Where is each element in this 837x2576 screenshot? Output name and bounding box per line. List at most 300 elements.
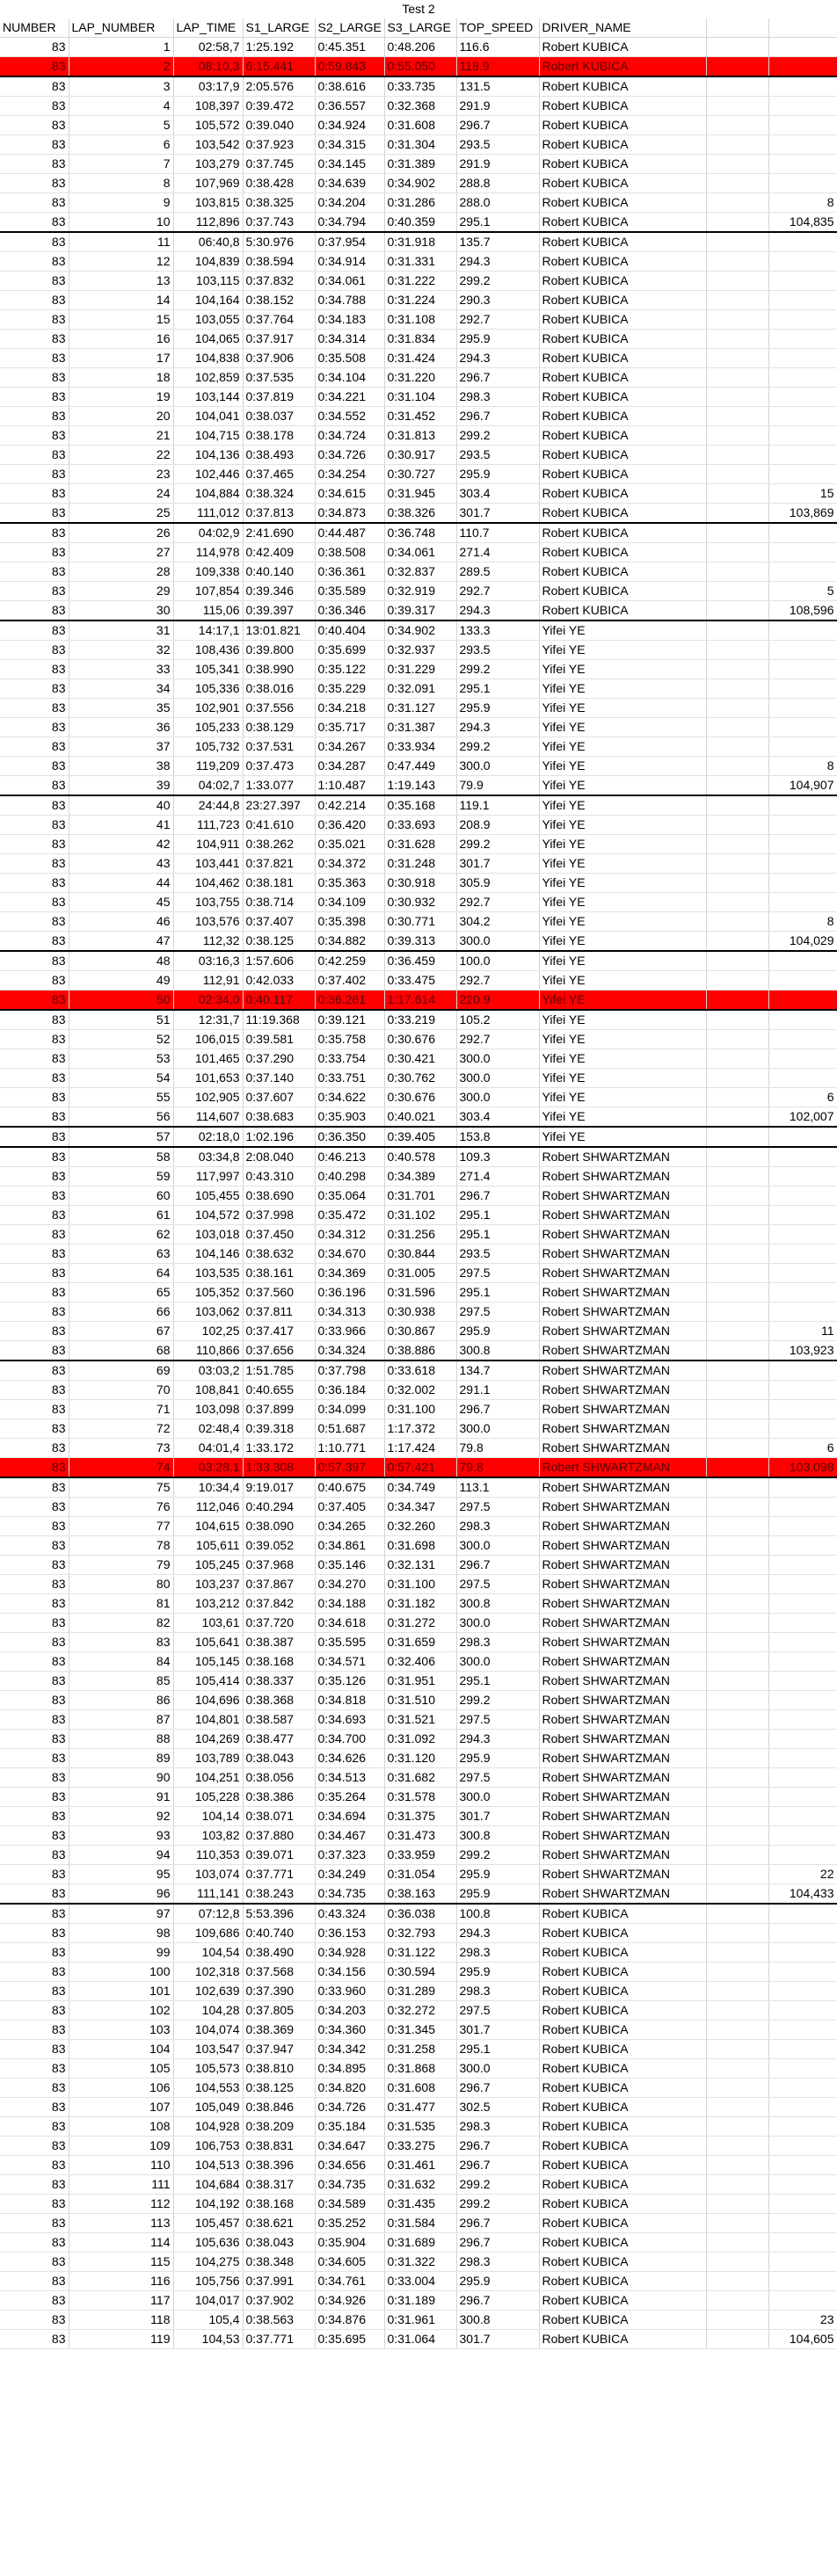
cell-extra-2[interactable]	[768, 990, 837, 1011]
cell-top-speed[interactable]: 293.5	[456, 135, 539, 155]
cell-top-speed[interactable]: 298.3	[456, 1517, 539, 1536]
cell-driver-name[interactable]: Robert KUBICA	[539, 2079, 706, 2098]
cell-s2-large[interactable]: 0:34.876	[315, 2311, 384, 2330]
cell-s3-large[interactable]: 1:19.143	[384, 776, 456, 796]
cell-s2-large[interactable]: 0:33.960	[315, 1982, 384, 2001]
cell-s3-large[interactable]: 0:31.289	[384, 1982, 456, 2001]
cell-s2-large[interactable]: 1:10.487	[315, 776, 384, 796]
cell-driver-name[interactable]: Yifei YE	[539, 951, 706, 971]
cell-s2-large[interactable]: 0:35.758	[315, 1030, 384, 1049]
cell-number[interactable]: 83	[0, 835, 69, 854]
cell-top-speed[interactable]: 299.2	[456, 1846, 539, 1865]
cell-lap-number[interactable]: 113	[69, 2214, 173, 2233]
cell-driver-name[interactable]: Yifei YE	[539, 1030, 706, 1049]
cell-extra-1[interactable]	[706, 426, 768, 446]
cell-driver-name[interactable]: Robert KUBICA	[539, 407, 706, 426]
cell-s2-large[interactable]: 0:34.267	[315, 737, 384, 757]
cell-number[interactable]: 83	[0, 1361, 69, 1381]
cell-s2-large[interactable]: 0:40.675	[315, 1477, 384, 1498]
cell-s3-large[interactable]: 0:31.256	[384, 1225, 456, 1244]
cell-lap-time[interactable]: 104,136	[173, 446, 243, 465]
cell-extra-2[interactable]	[768, 1303, 837, 1322]
cell-extra-2[interactable]	[768, 1127, 837, 1147]
cell-top-speed[interactable]: 298.3	[456, 1633, 539, 1652]
cell-extra-1[interactable]	[706, 2021, 768, 2040]
cell-driver-name[interactable]: Robert KUBICA	[539, 193, 706, 213]
cell-s3-large[interactable]: 0:33.693	[384, 816, 456, 835]
cell-extra-2[interactable]: 22	[768, 1865, 837, 1884]
cell-lap-time[interactable]: 103,61	[173, 1614, 243, 1633]
cell-lap-time[interactable]: 104,146	[173, 1244, 243, 1264]
cell-s2-large[interactable]: 0:34.700	[315, 1730, 384, 1749]
cell-extra-1[interactable]	[706, 2214, 768, 2233]
cell-extra-2[interactable]	[768, 2214, 837, 2233]
cell-lap-time[interactable]: 04:02,7	[173, 776, 243, 796]
cell-lap-time[interactable]: 104,017	[173, 2291, 243, 2311]
cell-extra-1[interactable]	[706, 446, 768, 465]
cell-extra-1[interactable]	[706, 1904, 768, 1924]
cell-s3-large[interactable]: 0:31.868	[384, 2059, 456, 2079]
cell-extra-1[interactable]	[706, 2040, 768, 2059]
cell-extra-2[interactable]	[768, 2175, 837, 2195]
cell-top-speed[interactable]: 299.2	[456, 426, 539, 446]
cell-s2-large[interactable]: 0:34.820	[315, 2079, 384, 2098]
cell-lap-number[interactable]: 48	[69, 951, 173, 971]
cell-driver-name[interactable]: Robert KUBICA	[539, 1924, 706, 1943]
cell-number[interactable]: 83	[0, 291, 69, 310]
cell-s3-large[interactable]: 0:32.406	[384, 1652, 456, 1672]
cell-s2-large[interactable]: 0:34.928	[315, 1943, 384, 1963]
cell-top-speed[interactable]: 208.9	[456, 816, 539, 835]
cell-s3-large[interactable]: 0:55.050	[384, 57, 456, 77]
cell-s2-large[interactable]: 0:37.798	[315, 1361, 384, 1381]
cell-extra-1[interactable]	[706, 465, 768, 484]
cell-lap-number[interactable]: 65	[69, 1283, 173, 1303]
cell-number[interactable]: 83	[0, 272, 69, 291]
cell-lap-number[interactable]: 116	[69, 2272, 173, 2291]
cell-lap-number[interactable]: 111	[69, 2175, 173, 2195]
cell-top-speed[interactable]: 294.3	[456, 601, 539, 621]
cell-driver-name[interactable]: Robert KUBICA	[539, 2214, 706, 2233]
cell-lap-number[interactable]: 107	[69, 2098, 173, 2117]
cell-driver-name[interactable]: Robert KUBICA	[539, 426, 706, 446]
cell-s1-large[interactable]: 0:39.040	[243, 116, 315, 135]
cell-lap-number[interactable]: 97	[69, 1904, 173, 1924]
cell-number[interactable]: 83	[0, 1730, 69, 1749]
cell-extra-1[interactable]	[706, 2098, 768, 2117]
cell-s3-large[interactable]: 0:31.092	[384, 1730, 456, 1749]
cell-extra-1[interactable]	[706, 1244, 768, 1264]
cell-s1-large[interactable]: 0:38.043	[243, 2233, 315, 2253]
cell-s2-large[interactable]: 0:37.405	[315, 1498, 384, 1517]
cell-extra-2[interactable]	[768, 330, 837, 349]
cell-extra-2[interactable]	[768, 1477, 837, 1498]
cell-s3-large[interactable]: 0:31.220	[384, 368, 456, 388]
cell-lap-number[interactable]: 78	[69, 1536, 173, 1556]
cell-lap-time[interactable]: 14:17,1	[173, 620, 243, 641]
cell-extra-1[interactable]	[706, 912, 768, 932]
cell-lap-number[interactable]: 101	[69, 1982, 173, 2001]
cell-top-speed[interactable]: 300.8	[456, 1594, 539, 1614]
cell-lap-time[interactable]: 08:10,3	[173, 57, 243, 77]
cell-s1-large[interactable]: 23:27.397	[243, 795, 315, 816]
cell-s1-large[interactable]: 0:38.016	[243, 679, 315, 699]
cell-extra-1[interactable]	[706, 272, 768, 291]
cell-lap-time[interactable]: 102,446	[173, 465, 243, 484]
cell-driver-name[interactable]: Robert KUBICA	[539, 291, 706, 310]
cell-lap-number[interactable]: 42	[69, 835, 173, 854]
cell-s2-large[interactable]: 0:44.487	[315, 523, 384, 543]
cell-driver-name[interactable]: Robert SHWARTZMAN	[539, 1498, 706, 1517]
cell-extra-2[interactable]	[768, 2021, 837, 2040]
cell-top-speed[interactable]: 119.1	[456, 795, 539, 816]
cell-extra-2[interactable]	[768, 76, 837, 97]
cell-s3-large[interactable]: 0:31.229	[384, 660, 456, 679]
cell-s1-large[interactable]: 0:37.880	[243, 1826, 315, 1846]
cell-extra-2[interactable]	[768, 446, 837, 465]
cell-top-speed[interactable]: 153.8	[456, 1127, 539, 1147]
cell-driver-name[interactable]: Robert SHWARTZMAN	[539, 1788, 706, 1807]
cell-extra-1[interactable]	[706, 1498, 768, 1517]
cell-lap-time[interactable]: 104,041	[173, 407, 243, 426]
cell-top-speed[interactable]: 105.2	[456, 1010, 539, 1030]
cell-s2-large[interactable]: 0:35.398	[315, 912, 384, 932]
cell-extra-1[interactable]	[706, 543, 768, 562]
cell-top-speed[interactable]: 296.7	[456, 2214, 539, 2233]
cell-s1-large[interactable]: 0:37.902	[243, 2291, 315, 2311]
cell-extra-1[interactable]	[706, 1400, 768, 1419]
cell-driver-name[interactable]: Robert KUBICA	[539, 2253, 706, 2272]
cell-extra-2[interactable]	[768, 893, 837, 912]
cell-number[interactable]: 83	[0, 349, 69, 368]
cell-lap-number[interactable]: 66	[69, 1303, 173, 1322]
cell-number[interactable]: 83	[0, 135, 69, 155]
cell-lap-time[interactable]: 103,074	[173, 1865, 243, 1884]
cell-extra-2[interactable]	[768, 310, 837, 330]
cell-driver-name[interactable]: Robert KUBICA	[539, 1963, 706, 1982]
cell-driver-name[interactable]: Robert KUBICA	[539, 543, 706, 562]
cell-s3-large[interactable]: 0:31.473	[384, 1826, 456, 1846]
cell-s3-large[interactable]: 0:38.886	[384, 1341, 456, 1361]
cell-number[interactable]: 83	[0, 1924, 69, 1943]
cell-s3-large[interactable]: 0:31.510	[384, 1691, 456, 1710]
cell-extra-2[interactable]	[768, 2291, 837, 2311]
cell-lap-number[interactable]: 90	[69, 1768, 173, 1788]
cell-lap-number[interactable]: 73	[69, 1439, 173, 1458]
cell-lap-number[interactable]: 64	[69, 1264, 173, 1283]
cell-lap-number[interactable]: 44	[69, 874, 173, 893]
cell-extra-2[interactable]	[768, 174, 837, 193]
cell-driver-name[interactable]: Robert SHWARTZMAN	[539, 1283, 706, 1303]
cell-s3-large[interactable]: 0:31.424	[384, 349, 456, 368]
cell-s2-large[interactable]: 0:34.589	[315, 2195, 384, 2214]
cell-extra-1[interactable]	[706, 1010, 768, 1030]
cell-lap-number[interactable]: 3	[69, 76, 173, 97]
cell-top-speed[interactable]: 304.2	[456, 912, 539, 932]
cell-driver-name[interactable]: Robert KUBICA	[539, 232, 706, 252]
cell-s1-large[interactable]: 6:15.441	[243, 57, 315, 77]
cell-s2-large[interactable]: 0:36.196	[315, 1283, 384, 1303]
cell-number[interactable]: 83	[0, 1381, 69, 1400]
cell-s2-large[interactable]: 0:35.595	[315, 1633, 384, 1652]
cell-lap-time[interactable]: 107,854	[173, 582, 243, 601]
cell-lap-number[interactable]: 102	[69, 2001, 173, 2021]
cell-top-speed[interactable]: 299.2	[456, 272, 539, 291]
cell-lap-time[interactable]: 105,611	[173, 1536, 243, 1556]
cell-lap-number[interactable]: 11	[69, 232, 173, 252]
cell-driver-name[interactable]: Robert KUBICA	[539, 2137, 706, 2156]
cell-s3-large[interactable]: 0:31.331	[384, 252, 456, 272]
cell-lap-time[interactable]: 02:18,0	[173, 1127, 243, 1147]
cell-lap-number[interactable]: 46	[69, 912, 173, 932]
cell-lap-time[interactable]: 114,978	[173, 543, 243, 562]
cell-extra-1[interactable]	[706, 1361, 768, 1381]
cell-lap-time[interactable]: 103,055	[173, 310, 243, 330]
cell-number[interactable]: 83	[0, 252, 69, 272]
header-number[interactable]: NUMBER	[0, 18, 69, 38]
cell-lap-time[interactable]: 108,397	[173, 97, 243, 116]
cell-number[interactable]: 83	[0, 2330, 69, 2349]
cell-driver-name[interactable]: Robert KUBICA	[539, 310, 706, 330]
cell-driver-name[interactable]: Robert SHWARTZMAN	[539, 1361, 706, 1381]
cell-s2-large[interactable]: 0:34.342	[315, 2040, 384, 2059]
cell-s3-large[interactable]: 0:40.359	[384, 213, 456, 233]
cell-top-speed[interactable]: 300.0	[456, 1536, 539, 1556]
cell-s1-large[interactable]: 0:37.923	[243, 135, 315, 155]
cell-extra-1[interactable]	[706, 38, 768, 57]
cell-lap-number[interactable]: 22	[69, 446, 173, 465]
cell-top-speed[interactable]: 299.2	[456, 2195, 539, 2214]
cell-number[interactable]: 83	[0, 543, 69, 562]
cell-lap-time[interactable]: 105,636	[173, 2233, 243, 2253]
cell-extra-1[interactable]	[706, 1749, 768, 1768]
cell-lap-time[interactable]: 102,639	[173, 1982, 243, 2001]
cell-s2-large[interactable]: 0:35.229	[315, 679, 384, 699]
cell-number[interactable]: 83	[0, 679, 69, 699]
cell-number[interactable]: 83	[0, 232, 69, 252]
cell-driver-name[interactable]: Robert KUBICA	[539, 504, 706, 524]
cell-s2-large[interactable]: 0:34.735	[315, 2175, 384, 2195]
cell-extra-2[interactable]	[768, 1283, 837, 1303]
cell-s2-large[interactable]: 0:35.717	[315, 718, 384, 737]
cell-lap-time[interactable]: 105,228	[173, 1788, 243, 1807]
cell-number[interactable]: 83	[0, 1088, 69, 1107]
cell-s1-large[interactable]: 0:40.294	[243, 1498, 315, 1517]
header-s2-large[interactable]: S2_LARGE	[315, 18, 384, 38]
cell-driver-name[interactable]: Robert SHWARTZMAN	[539, 1672, 706, 1691]
cell-s1-large[interactable]: 0:38.490	[243, 1943, 315, 1963]
cell-s1-large[interactable]: 11:19.368	[243, 1010, 315, 1030]
cell-lap-time[interactable]: 105,573	[173, 2059, 243, 2079]
cell-s3-large[interactable]: 0:31.435	[384, 2195, 456, 2214]
cell-number[interactable]: 83	[0, 2253, 69, 2272]
cell-s2-large[interactable]: 0:36.557	[315, 97, 384, 116]
cell-extra-1[interactable]	[706, 1341, 768, 1361]
cell-s3-large[interactable]: 0:31.461	[384, 2156, 456, 2175]
cell-extra-2[interactable]	[768, 1167, 837, 1186]
cell-lap-time[interactable]: 103,144	[173, 388, 243, 407]
cell-lap-number[interactable]: 63	[69, 1244, 173, 1264]
cell-lap-number[interactable]: 25	[69, 504, 173, 524]
cell-extra-1[interactable]	[706, 368, 768, 388]
cell-lap-time[interactable]: 106,753	[173, 2137, 243, 2156]
cell-s2-large[interactable]: 0:33.966	[315, 1322, 384, 1341]
cell-lap-number[interactable]: 88	[69, 1730, 173, 1749]
cell-lap-number[interactable]: 84	[69, 1652, 173, 1672]
cell-s2-large[interactable]: 0:36.184	[315, 1381, 384, 1400]
cell-top-speed[interactable]: 303.4	[456, 1107, 539, 1128]
cell-driver-name[interactable]: Robert KUBICA	[539, 562, 706, 582]
cell-top-speed[interactable]: 297.5	[456, 2001, 539, 2021]
cell-top-speed[interactable]: 297.5	[456, 1264, 539, 1283]
cell-lap-number[interactable]: 59	[69, 1167, 173, 1186]
cell-lap-number[interactable]: 41	[69, 816, 173, 835]
cell-lap-time[interactable]: 105,732	[173, 737, 243, 757]
cell-s2-large[interactable]: 0:36.261	[315, 990, 384, 1011]
cell-lap-time[interactable]: 103,542	[173, 135, 243, 155]
cell-s2-large[interactable]: 0:34.618	[315, 1614, 384, 1633]
cell-top-speed[interactable]: 79.9	[456, 776, 539, 796]
cell-s3-large[interactable]: 0:32.091	[384, 679, 456, 699]
cell-lap-number[interactable]: 27	[69, 543, 173, 562]
cell-number[interactable]: 83	[0, 699, 69, 718]
cell-driver-name[interactable]: Yifei YE	[539, 1107, 706, 1128]
cell-s2-large[interactable]: 0:34.571	[315, 1652, 384, 1672]
cell-s2-large[interactable]: 0:34.312	[315, 1225, 384, 1244]
cell-lap-number[interactable]: 74	[69, 1458, 173, 1478]
cell-extra-2[interactable]	[768, 155, 837, 174]
cell-driver-name[interactable]: Robert SHWARTZMAN	[539, 1381, 706, 1400]
cell-lap-time[interactable]: 105,341	[173, 660, 243, 679]
cell-extra-2[interactable]	[768, 407, 837, 426]
cell-s2-large[interactable]: 0:36.350	[315, 1127, 384, 1147]
cell-lap-number[interactable]: 36	[69, 718, 173, 737]
cell-lap-number[interactable]: 56	[69, 1107, 173, 1128]
cell-s3-large[interactable]: 0:32.131	[384, 1556, 456, 1575]
cell-number[interactable]: 83	[0, 1225, 69, 1244]
cell-top-speed[interactable]: 118.9	[456, 57, 539, 77]
cell-s2-large[interactable]: 0:43.324	[315, 1904, 384, 1924]
cell-driver-name[interactable]: Robert KUBICA	[539, 38, 706, 57]
cell-lap-number[interactable]: 12	[69, 252, 173, 272]
cell-extra-2[interactable]	[768, 1633, 837, 1652]
cell-s2-large[interactable]: 0:35.695	[315, 2330, 384, 2349]
cell-number[interactable]: 83	[0, 1943, 69, 1963]
cell-s1-large[interactable]: 2:08.040	[243, 1147, 315, 1167]
cell-extra-1[interactable]	[706, 776, 768, 796]
cell-s3-large[interactable]: 0:31.054	[384, 1865, 456, 1884]
cell-s1-large[interactable]: 0:38.594	[243, 252, 315, 272]
cell-s3-large[interactable]: 0:38.326	[384, 504, 456, 524]
cell-s3-large[interactable]: 0:31.005	[384, 1264, 456, 1283]
cell-lap-time[interactable]: 105,233	[173, 718, 243, 737]
cell-lap-time[interactable]: 104,696	[173, 1691, 243, 1710]
cell-s3-large[interactable]: 0:31.918	[384, 232, 456, 252]
cell-number[interactable]: 83	[0, 2137, 69, 2156]
cell-extra-2[interactable]	[768, 1069, 837, 1088]
cell-extra-2[interactable]	[768, 2272, 837, 2291]
cell-lap-number[interactable]: 105	[69, 2059, 173, 2079]
cell-lap-time[interactable]: 24:44,8	[173, 795, 243, 816]
cell-s3-large[interactable]: 0:31.701	[384, 1186, 456, 1206]
cell-s1-large[interactable]: 0:40.740	[243, 1924, 315, 1943]
cell-top-speed[interactable]: 294.3	[456, 349, 539, 368]
cell-extra-2[interactable]	[768, 1419, 837, 1439]
cell-extra-1[interactable]	[706, 718, 768, 737]
cell-s2-large[interactable]: 0:46.213	[315, 1147, 384, 1167]
cell-extra-1[interactable]	[706, 1865, 768, 1884]
cell-top-speed[interactable]: 300.0	[456, 757, 539, 776]
cell-s1-large[interactable]: 0:37.745	[243, 155, 315, 174]
cell-driver-name[interactable]: Robert KUBICA	[539, 1904, 706, 1924]
cell-lap-time[interactable]: 103,576	[173, 912, 243, 932]
cell-lap-number[interactable]: 67	[69, 1322, 173, 1341]
cell-lap-number[interactable]: 77	[69, 1517, 173, 1536]
cell-s3-large[interactable]: 0:32.368	[384, 97, 456, 116]
cell-s3-large[interactable]: 0:39.405	[384, 1127, 456, 1147]
cell-lap-number[interactable]: 38	[69, 757, 173, 776]
cell-number[interactable]: 83	[0, 2040, 69, 2059]
cell-s1-large[interactable]: 0:39.581	[243, 1030, 315, 1049]
cell-top-speed[interactable]: 305.9	[456, 874, 539, 893]
cell-s1-large[interactable]: 5:30.976	[243, 232, 315, 252]
cell-number[interactable]: 83	[0, 1807, 69, 1826]
cell-driver-name[interactable]: Yifei YE	[539, 718, 706, 737]
cell-lap-time[interactable]: 104,615	[173, 1517, 243, 1536]
cell-number[interactable]: 83	[0, 971, 69, 990]
cell-s2-large[interactable]: 0:34.926	[315, 2291, 384, 2311]
cell-s1-large[interactable]: 0:37.906	[243, 349, 315, 368]
cell-driver-name[interactable]: Yifei YE	[539, 874, 706, 893]
cell-driver-name[interactable]: Robert SHWARTZMAN	[539, 1768, 706, 1788]
cell-top-speed[interactable]: 300.0	[456, 1049, 539, 1069]
cell-extra-1[interactable]	[706, 310, 768, 330]
cell-s1-large[interactable]: 0:38.387	[243, 1633, 315, 1652]
cell-s2-large[interactable]: 0:34.203	[315, 2001, 384, 2021]
cell-lap-number[interactable]: 37	[69, 737, 173, 757]
cell-extra-1[interactable]	[706, 932, 768, 952]
cell-lap-number[interactable]: 26	[69, 523, 173, 543]
cell-lap-number[interactable]: 55	[69, 1088, 173, 1107]
cell-extra-2[interactable]	[768, 1924, 837, 1943]
cell-extra-1[interactable]	[706, 1943, 768, 1963]
cell-extra-2[interactable]: 103,098	[768, 1458, 837, 1478]
cell-number[interactable]: 83	[0, 932, 69, 952]
cell-extra-1[interactable]	[706, 504, 768, 524]
cell-extra-2[interactable]	[768, 1826, 837, 1846]
cell-lap-number[interactable]: 108	[69, 2117, 173, 2137]
cell-top-speed[interactable]: 296.7	[456, 368, 539, 388]
cell-top-speed[interactable]: 79.8	[456, 1439, 539, 1458]
cell-lap-time[interactable]: 119,209	[173, 757, 243, 776]
cell-driver-name[interactable]: Robert SHWARTZMAN	[539, 1439, 706, 1458]
cell-lap-number[interactable]: 32	[69, 641, 173, 660]
cell-top-speed[interactable]: 131.5	[456, 76, 539, 97]
cell-lap-time[interactable]: 103,815	[173, 193, 243, 213]
cell-extra-1[interactable]	[706, 2117, 768, 2137]
cell-s1-large[interactable]: 0:37.771	[243, 1865, 315, 1884]
cell-lap-time[interactable]: 104,715	[173, 426, 243, 446]
cell-driver-name[interactable]: Robert SHWARTZMAN	[539, 1147, 706, 1167]
cell-number[interactable]: 83	[0, 1127, 69, 1147]
cell-s1-large[interactable]: 0:38.846	[243, 2098, 315, 2117]
cell-s2-large[interactable]: 0:34.639	[315, 174, 384, 193]
cell-extra-2[interactable]: 8	[768, 757, 837, 776]
cell-lap-number[interactable]: 119	[69, 2330, 173, 2349]
cell-lap-time[interactable]: 103,82	[173, 1826, 243, 1846]
cell-extra-1[interactable]	[706, 174, 768, 193]
cell-number[interactable]: 83	[0, 368, 69, 388]
